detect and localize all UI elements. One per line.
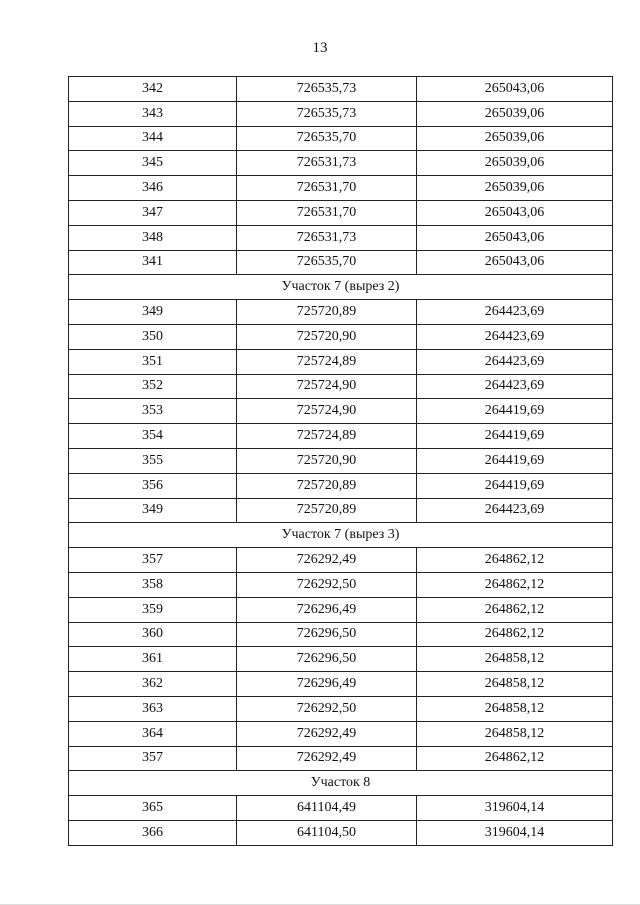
section-header-row: [69, 771, 613, 796]
x-coordinate-cell: 726292,50: [237, 696, 417, 721]
point-number-cell: 360: [69, 622, 237, 647]
y-coordinate-cell: 265039,06: [417, 151, 613, 176]
x-coordinate-cell: 726531,70: [237, 200, 417, 225]
point-number-cell: 363: [69, 696, 237, 721]
table-row: [69, 77, 613, 102]
x-coordinate-cell: 726535,70: [237, 126, 417, 151]
x-coordinate-cell: 725720,90: [237, 324, 417, 349]
table-row: [69, 473, 613, 498]
x-coordinate-cell: 726531,73: [237, 151, 417, 176]
section-header-row: [69, 275, 613, 300]
table-row: [69, 572, 613, 597]
table-row: [69, 622, 613, 647]
point-number-cell: 346: [69, 176, 237, 201]
table-row: [69, 548, 613, 573]
section-header-row: [69, 523, 613, 548]
coordinates-table-body: [69, 77, 613, 846]
point-number-cell: 365: [69, 796, 237, 821]
y-coordinate-cell: 264419,69: [417, 399, 613, 424]
y-coordinate-cell: 265043,06: [417, 225, 613, 250]
y-coordinate-cell: 264419,69: [417, 424, 613, 449]
point-number-cell: 361: [69, 647, 237, 672]
point-number-cell: 349: [69, 300, 237, 325]
table-row: [69, 448, 613, 473]
table-row: [69, 721, 613, 746]
y-coordinate-cell: 264858,12: [417, 647, 613, 672]
table-row: [69, 225, 613, 250]
y-coordinate-cell: 265043,06: [417, 77, 613, 102]
coordinates-table: [68, 76, 613, 846]
point-number-cell: 343: [69, 101, 237, 126]
x-coordinate-cell: 726531,70: [237, 176, 417, 201]
y-coordinate-cell: 264423,69: [417, 300, 613, 325]
x-coordinate-cell: 726535,73: [237, 77, 417, 102]
x-coordinate-cell: 725720,89: [237, 498, 417, 523]
point-number-cell: 352: [69, 374, 237, 399]
point-number-cell: 342: [69, 77, 237, 102]
point-number-cell: 344: [69, 126, 237, 151]
section-title: Участок 7 (вырез 2): [69, 275, 613, 300]
table-row: [69, 176, 613, 201]
y-coordinate-cell: 319604,14: [417, 820, 613, 845]
x-coordinate-cell: 726292,50: [237, 572, 417, 597]
y-coordinate-cell: 265043,06: [417, 200, 613, 225]
table-row: [69, 151, 613, 176]
point-number-cell: 357: [69, 746, 237, 771]
x-coordinate-cell: 726296,49: [237, 672, 417, 697]
table-row: [69, 746, 613, 771]
y-coordinate-cell: 264862,12: [417, 746, 613, 771]
point-number-cell: 347: [69, 200, 237, 225]
x-coordinate-cell: 725724,90: [237, 374, 417, 399]
y-coordinate-cell: 319604,14: [417, 796, 613, 821]
x-coordinate-cell: 725720,90: [237, 448, 417, 473]
point-number-cell: 355: [69, 448, 237, 473]
y-coordinate-cell: 264423,69: [417, 349, 613, 374]
table-row: [69, 349, 613, 374]
table-row: [69, 250, 613, 275]
table-row: [69, 696, 613, 721]
point-number-cell: 354: [69, 424, 237, 449]
x-coordinate-cell: 725720,89: [237, 473, 417, 498]
point-number-cell: 356: [69, 473, 237, 498]
y-coordinate-cell: 264423,69: [417, 324, 613, 349]
x-coordinate-cell: 726535,70: [237, 250, 417, 275]
table-row: [69, 399, 613, 424]
y-coordinate-cell: 264419,69: [417, 448, 613, 473]
x-coordinate-cell: 726531,73: [237, 225, 417, 250]
y-coordinate-cell: 264423,69: [417, 498, 613, 523]
y-coordinate-cell: 265039,06: [417, 126, 613, 151]
x-coordinate-cell: 726292,49: [237, 548, 417, 573]
y-coordinate-cell: 264862,12: [417, 548, 613, 573]
table-row: [69, 498, 613, 523]
point-number-cell: 359: [69, 597, 237, 622]
table-row: [69, 200, 613, 225]
point-number-cell: 353: [69, 399, 237, 424]
table-row: [69, 300, 613, 325]
y-coordinate-cell: 264858,12: [417, 721, 613, 746]
point-number-cell: 357: [69, 548, 237, 573]
section-title: Участок 8: [69, 771, 613, 796]
point-number-cell: 350: [69, 324, 237, 349]
point-number-cell: 349: [69, 498, 237, 523]
table-row: [69, 424, 613, 449]
table-row: [69, 820, 613, 845]
x-coordinate-cell: 641104,49: [237, 796, 417, 821]
y-coordinate-cell: 265039,06: [417, 176, 613, 201]
y-coordinate-cell: 264862,12: [417, 572, 613, 597]
x-coordinate-cell: 726535,73: [237, 101, 417, 126]
x-coordinate-cell: 641104,50: [237, 820, 417, 845]
x-coordinate-cell: 725724,89: [237, 349, 417, 374]
point-number-cell: 358: [69, 572, 237, 597]
point-number-cell: 364: [69, 721, 237, 746]
x-coordinate-cell: 725724,89: [237, 424, 417, 449]
table-row: [69, 324, 613, 349]
x-coordinate-cell: 725724,90: [237, 399, 417, 424]
section-title: Участок 7 (вырез 3): [69, 523, 613, 548]
x-coordinate-cell: 726296,50: [237, 622, 417, 647]
table-row: [69, 796, 613, 821]
point-number-cell: 351: [69, 349, 237, 374]
point-number-cell: 341: [69, 250, 237, 275]
x-coordinate-cell: 726292,49: [237, 746, 417, 771]
y-coordinate-cell: 265043,06: [417, 250, 613, 275]
x-coordinate-cell: 726296,50: [237, 647, 417, 672]
table-row: [69, 672, 613, 697]
table-row: [69, 597, 613, 622]
y-coordinate-cell: 264419,69: [417, 473, 613, 498]
y-coordinate-cell: 264858,12: [417, 672, 613, 697]
x-coordinate-cell: 726296,49: [237, 597, 417, 622]
point-number-cell: 348: [69, 225, 237, 250]
y-coordinate-cell: 265039,06: [417, 101, 613, 126]
table-row: [69, 101, 613, 126]
page-number: 13: [312, 40, 328, 56]
x-coordinate-cell: 726292,49: [237, 721, 417, 746]
table-row: [69, 374, 613, 399]
table-row: [69, 647, 613, 672]
point-number-cell: 362: [69, 672, 237, 697]
point-number-cell: 366: [69, 820, 237, 845]
y-coordinate-cell: 264862,12: [417, 597, 613, 622]
y-coordinate-cell: 264423,69: [417, 374, 613, 399]
table-row: [69, 126, 613, 151]
x-coordinate-cell: 725720,89: [237, 300, 417, 325]
y-coordinate-cell: 264862,12: [417, 622, 613, 647]
y-coordinate-cell: 264858,12: [417, 696, 613, 721]
point-number-cell: 345: [69, 151, 237, 176]
